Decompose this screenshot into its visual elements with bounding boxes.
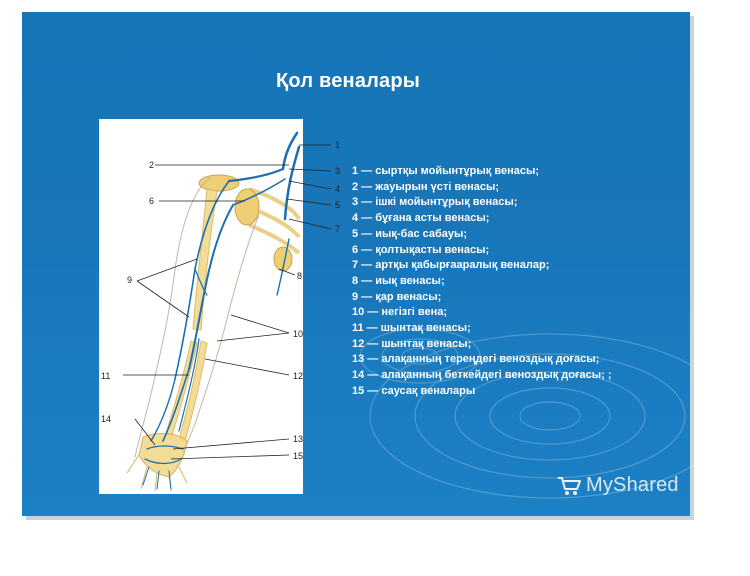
legend-item: 4 — бұғана асты венасы;: [352, 212, 490, 225]
figure-callout-11: 11: [101, 371, 111, 381]
figure-callout-8: 8: [297, 271, 303, 281]
legend-item: 15 — саусақ веналары: [352, 384, 476, 397]
slide-title: Қол веналары: [276, 70, 421, 92]
vein-legend: [352, 164, 612, 400]
watermark: [556, 474, 679, 497]
legend-item: 6 — қолтықасты венасы;: [352, 243, 490, 256]
figure-callout-10: 10: [293, 329, 304, 339]
figure-callout-14: 14: [101, 414, 112, 424]
figure-callout-4: 4: [335, 184, 341, 194]
arm-veins-figure: [99, 119, 341, 494]
legend-item: 9 — қар венасы;: [352, 290, 442, 303]
leader-lines: [123, 145, 331, 459]
hand: [127, 434, 187, 491]
legend-item: 8 — иық венасы;: [352, 274, 445, 287]
legend-item: 12 — шынтақ венасы;: [352, 337, 472, 350]
figure-callout-3: 3: [335, 166, 341, 176]
figure-callout-12: 12: [293, 371, 304, 381]
legend-item: 14 — алақанның беткейдегі веноздық доғасы; ;: [352, 369, 612, 382]
legend-item: 5 — иық-бас сабауы;: [352, 227, 468, 240]
figure-callout-6: 6: [149, 196, 155, 206]
figure-callout-15: 15: [293, 451, 304, 461]
watermark-text: MyShared: [586, 474, 679, 496]
legend-item: 10 — негізгі вена;: [352, 306, 448, 319]
slide: [22, 12, 690, 516]
figure-callout-1: 1: [335, 140, 341, 150]
legend-item: 11 — шынтақ венасы;: [352, 322, 471, 335]
legend-item: 2 — жауырын үсті венасы;: [352, 180, 500, 193]
legend-item: 7 — артқы қабырғааралық веналар;: [352, 259, 550, 272]
figure-callout-7: 7: [335, 224, 341, 234]
figure-callout-2: 2: [149, 160, 155, 170]
shopping-cart-icon: [556, 475, 582, 497]
figure-callout-9: 9: [127, 275, 133, 285]
figure-callout-13: 13: [293, 434, 304, 444]
legend-item: 3 — ішкі мойынтұрық венасы;: [352, 196, 518, 209]
figure-callout-5: 5: [335, 200, 341, 210]
legend-item: 1 — сыртқы мойынтұрық венасы;: [352, 165, 540, 177]
legend-item: 13 — алақанның тереңдегі веноздық доғасы;: [352, 353, 600, 366]
arm-veins-diagram: [99, 119, 341, 494]
arm-bones: [165, 189, 217, 441]
